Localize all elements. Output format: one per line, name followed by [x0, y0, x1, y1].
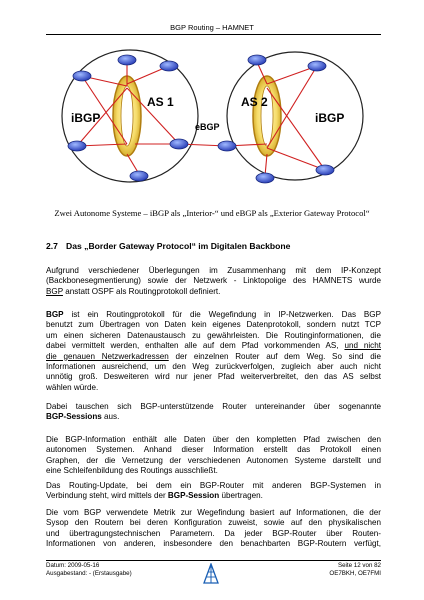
- paragraph-line: [46, 352, 381, 362]
- footer-divider: [46, 560, 381, 561]
- paragraph-line: [46, 287, 381, 297]
- footer-date: Datum: 2009-05-16: [46, 562, 100, 569]
- bgp-term: BGP: [46, 310, 64, 319]
- footer-right: [329, 562, 381, 577]
- paragraph-5: [46, 481, 381, 502]
- paragraph-line: autonomen Systemen. Anhand dieser Information erstellt das Protokoll einen: [46, 445, 381, 455]
- paragraph-line: Das Routing-Update, bei dem ein BGP-Router mit anderen BGP-Systemen in: [46, 481, 381, 490]
- paragraph-line: [46, 310, 381, 320]
- text-run: übertragen.: [219, 491, 263, 501]
- section-number: 2.7: [46, 241, 58, 251]
- paragraph-line: Informationen von anderen, insbesondere den benachbarten BGP-Routern verfügt,: [46, 539, 381, 549]
- paragraph-1: [46, 266, 381, 297]
- bold-term: BGP-Sessions: [46, 412, 102, 422]
- footer-edition: Ausgabestand: - (Erstausgabe): [46, 569, 132, 577]
- paragraph-line: Die BGP-Information enthält alle Daten über den kompletten Pfad zwischen den: [46, 435, 381, 444]
- paragraph-2: [46, 310, 381, 393]
- paragraph-line: eine Schleifenbildung des Routings ausschließt.: [46, 466, 218, 476]
- paragraph-3: [46, 402, 381, 423]
- paragraph-line: wählen würde.: [46, 382, 99, 392]
- ibgp-left-label: iBGP: [71, 111, 101, 125]
- ebgp-label: eBGP: [195, 122, 220, 132]
- section-heading: [46, 241, 290, 251]
- paragraph-line: benutzt zum Übertragen von Daten kein eigenes Datenprotokoll, sondern nutzt TCP: [46, 320, 381, 330]
- paragraph-line: [46, 341, 381, 351]
- paragraph-6: [46, 508, 381, 550]
- page-header-title: BGP Routing – HAMNET: [170, 23, 254, 32]
- text-run: aus.: [101, 412, 120, 422]
- paragraph-line: Sysop den Routern bei deren Konfiguration zuweist, sowie auf den physikalischen: [46, 518, 381, 528]
- text-run: dabei vermittelt werden, enthalten alle auf dem Pfad vorkommenden AS,: [46, 341, 345, 351]
- footer-left: [46, 562, 132, 577]
- header-divider: [46, 34, 381, 35]
- paragraph-line: Informationen ausreichend, um den Weg zurückverfolgen, zugleich aber auch nicht: [46, 361, 381, 371]
- paragraph-line: (Backbonesegmentierung) sowie der Netzwerk - Linktopolige des HAMNETS wurde: [46, 276, 381, 286]
- as1-label: AS 1: [147, 95, 174, 109]
- figure-caption: Zwei Autonome Systeme – iBGP als „Interior-“ und eBGP als „Exterior Gateway Protocol“: [54, 208, 370, 218]
- underlined-text: und nicht: [344, 341, 381, 351]
- paragraph-line: um einen sicheren Datenaustausch zu gewährleisten. Die Routinginformationen, die: [46, 330, 381, 340]
- text-run: ist ein Routingprotokoll für die Wegefindung in IP-Netzwerken. Das BGP: [63, 310, 381, 319]
- section-title: Das „Border Gateway Protocol“ im Digitalen Backbone: [66, 241, 291, 251]
- underlined-text: die genauen Netzwerkadressen: [46, 351, 169, 361]
- paragraph-line: und übertragungstechnischen Parametern. Da jeder BGP-Router über Routen-: [46, 528, 381, 538]
- text-run: anstatt OSPF als Routingprotokoll definiert.: [62, 286, 221, 296]
- text-run: der einzelnen Router auf dem Weg. So sind die: [168, 351, 381, 361]
- amateur-radio-logo: [203, 563, 219, 585]
- paragraph-line: Aufgrund verschiedener Überlegungen im Zusammenhang mit dem IP-Konzept: [46, 266, 381, 275]
- footer-page: Seite 12 von 82: [337, 562, 381, 569]
- as-network-diagram: [55, 44, 375, 199]
- paragraph-4: [46, 435, 381, 477]
- paragraph-line: Die vom BGP verwendete Metrik zur Wegefindung basiert auf Informationen, die der: [46, 508, 381, 517]
- paragraph-line: [46, 412, 381, 422]
- paragraph-line: Dabei tauschen sich BGP-unterstützende Router untereinander über sogenannte: [46, 402, 381, 411]
- paragraph-line: [46, 491, 381, 501]
- text-run: Verbindung steht, wird mittels der: [46, 491, 168, 501]
- footer-authors: OE7BKH, OE7FMI: [329, 569, 381, 577]
- ibgp-right-label: iBGP: [315, 111, 345, 125]
- paragraph-line: unnötig groß. Desweiteren wird nur jener Pfad weiterverbreitet, den das AS selbst: [46, 372, 381, 382]
- bgp-term: BGP: [46, 286, 63, 296]
- bold-term: BGP-Session: [167, 491, 220, 501]
- as2-label: AS 2: [241, 95, 268, 109]
- paragraph-line: Graphen, der die Vernetzung der verschiedenen Autonomen Systeme darstellt und: [46, 455, 381, 465]
